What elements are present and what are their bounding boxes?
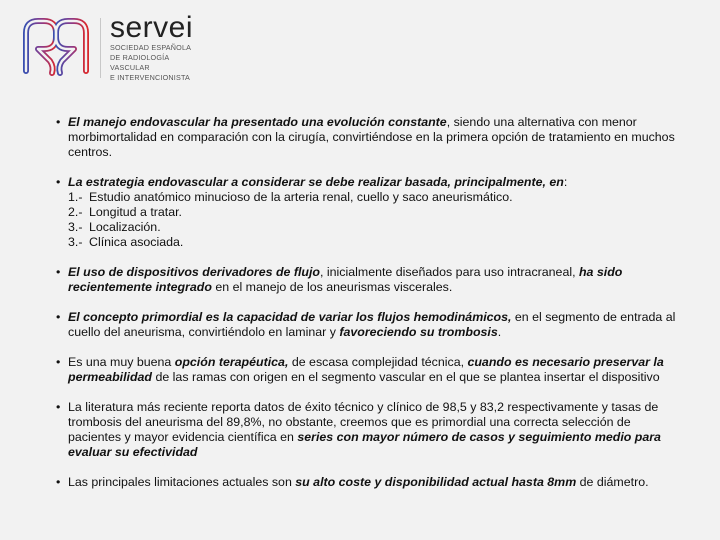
logo-text [110,11,194,82]
body-text: Es una muy buena [68,355,175,369]
bullet-dot-icon: • [56,475,61,489]
item-number: 3.- [68,220,83,234]
bullet-item [56,355,686,385]
servei-logo [22,11,222,82]
emphasis-text: series con mayor número de casos y seguimiento medio para evaluar su efectividad [68,430,661,459]
numbered-item [68,235,686,250]
body-text: , siendo una alternativa con menor morbimortalidad en comparación con la cirugía, convirtiéndose en la primera opción de tratamiento en muchos centros. [68,115,675,159]
emphasis-text: su alto coste y disponibilidad actual hasta 8mm [295,475,577,489]
body-text: , inicialmente diseñados para uso intracraneal, [320,265,579,279]
bullet-dot-icon: • [56,175,61,189]
logo-subtitle-line: DE RADIOLOGÍA [110,53,170,62]
bullet-item [56,115,686,160]
item-number: 2.- [68,205,83,219]
item-number: 3.- [68,235,83,249]
bullet-dot-icon: • [56,265,61,279]
bullet-dot-icon: • [56,310,61,324]
bullet-item [56,175,686,250]
emphasis-text: El manejo endovascular ha presentado una evolución constante [68,115,447,129]
emphasis-text: La estrategia endovascular a considerar se debe realizar basada, principalmente, en [68,175,564,189]
emphasis-text: El uso de dispositivos derivadores de flujo [68,265,320,279]
logo-divider [100,18,101,78]
emphasis-text: El concepto primordial es la capacidad de variar los flujos hemodinámicos, [68,310,512,324]
bullet-item [56,310,686,340]
emphasis-text: opción terapéutica, [174,355,289,369]
body-text: . [497,325,502,339]
body-text: : [563,175,568,189]
bullet-dot-icon: • [56,355,61,369]
body-text: La literatura más reciente reporta datos de éxito técnico y clínico de 98,5 y 83,2 respectivamente y tasas de trombosis del aneurisma del 89,8%, no obstante, creemos que es primordial una correcta selección de pacientes y mayor evidencia científica en [68,400,659,444]
bullet-item [56,265,686,295]
bullet-dot-icon: • [56,400,61,414]
item-text: Localización. [89,220,161,234]
emphasis-text: favoreciendo su trombosis [339,325,498,339]
logo-subtitle-line: E INTERVENCIONISTA [110,73,191,82]
body-text: de diámetro. [576,475,649,489]
emphasis-text: cuando es necesario preservar la permeabilidad [68,355,664,384]
servei-rr-logo-icon [22,17,90,79]
bullet-dot-icon: • [56,115,61,129]
numbered-item [68,190,686,205]
item-text: Clínica asociada. [89,235,184,249]
logo-subtitle-line: VASCULAR [110,63,150,72]
emphasis-text: ha sido recientemente integrado [68,265,623,294]
item-text: Longitud a tratar. [89,205,182,219]
bullet-item [56,400,686,460]
body-text: Las principales limitaciones actuales son [68,475,296,489]
body-text: en el manejo de los aneurismas viscerales. [211,280,453,294]
item-text: Estudio anatómico minucioso de la arteria renal, cuello y saco aneurismático. [89,190,513,204]
body-text: en el segmento de entrada al cuello del aneurisma, convirtiéndolo en laminar y [68,310,676,339]
logo-subtitle-line: SOCIEDAD ESPAÑOLA [110,43,192,52]
logo-wordmark: servei [110,11,194,44]
bullet-item [56,475,686,490]
numbered-item [68,205,686,220]
item-number: 1.- [68,190,83,204]
numbered-item [68,220,686,235]
body-text: de las ramas con origen en el segmento vascular en el que se plantea insertar el dispositivo [152,370,660,384]
bullet-list [56,115,686,505]
body-text: de escasa complejidad técnica, [288,355,468,369]
